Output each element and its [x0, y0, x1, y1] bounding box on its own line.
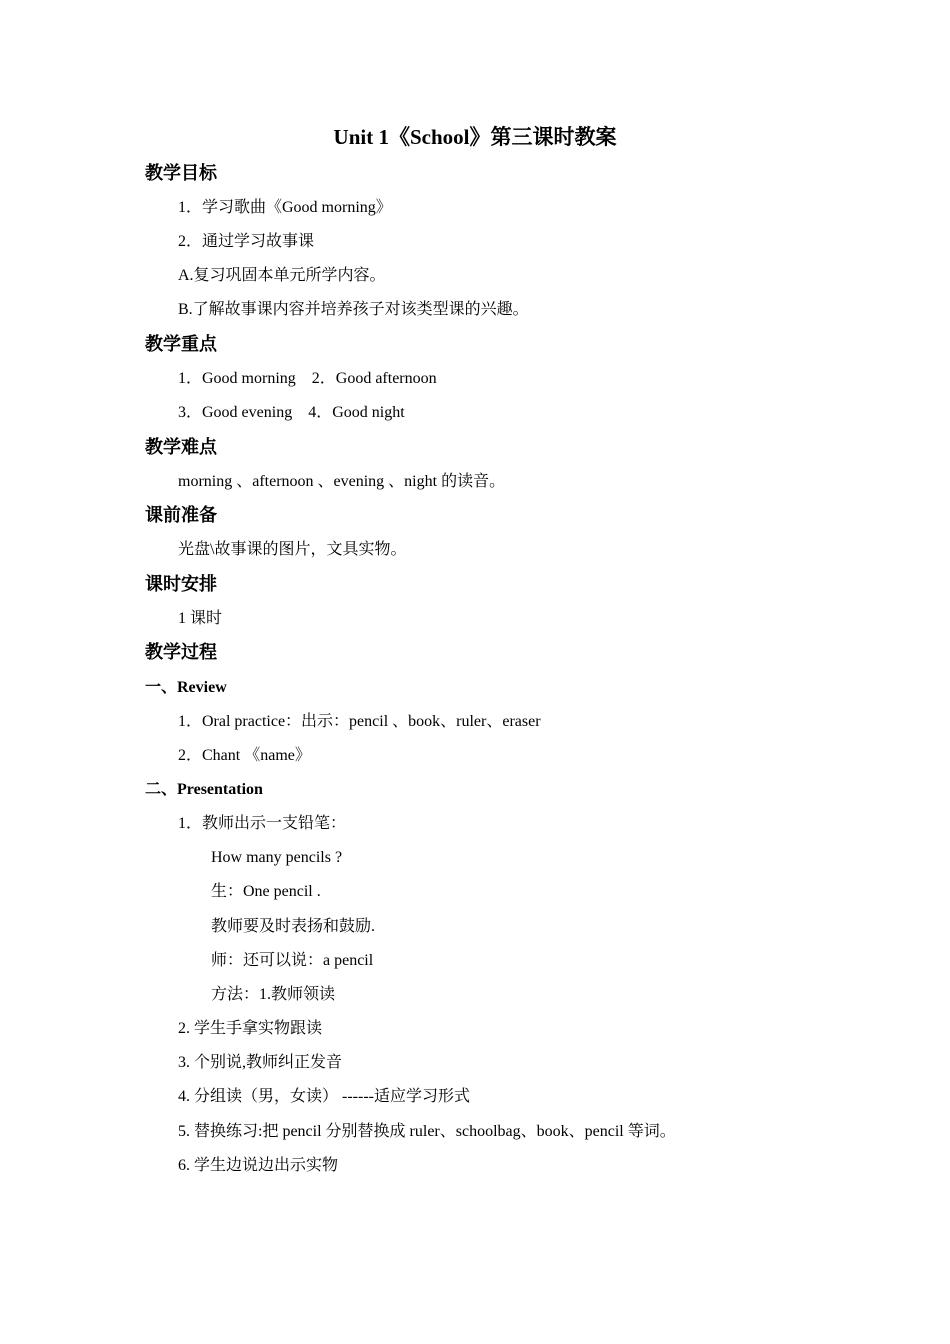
- difficulties-heading: 教学难点: [145, 437, 217, 458]
- review-item: 1．Oral practice：出示：pencil 、book、ruler、eraser: [178, 713, 541, 730]
- schedule-item: 1 课时: [178, 610, 223, 627]
- presentation-item: 5. 替换练习:把 pencil 分别替换成 ruler、schoolbag、book、pencil 等词。: [178, 1123, 676, 1140]
- presentation-sub-item: 生：One pencil .: [211, 883, 321, 900]
- document-title: Unit 1《School》第三课时教案: [333, 125, 617, 149]
- review-item: 2．Chant 《name》: [178, 747, 311, 764]
- key-point-item: 1．Good morning 2．Good afternoon: [178, 370, 437, 387]
- schedule-heading: 课时安排: [145, 574, 217, 595]
- presentation-item: 3. 个别说,教师纠正发音: [178, 1054, 343, 1071]
- presentation-sub-item: How many pencils ?: [211, 849, 343, 866]
- difficulty-item: morning 、afternoon 、evening 、night 的读音。: [178, 473, 506, 490]
- presentation-sub-item: 方法：1.教师领读: [211, 986, 336, 1003]
- key-point-item: 3．Good evening 4．Good night: [178, 404, 405, 421]
- presentation-item: 1．教师出示一支铅笔：: [178, 815, 347, 832]
- preparation-item: 光盘\故事课的图片，文具实物。: [178, 541, 407, 558]
- presentation-item: 2. 学生手拿实物跟读: [178, 1020, 323, 1037]
- review-heading: 一、Review: [145, 679, 227, 696]
- objective-item: 2．通过学习故事课: [178, 233, 315, 250]
- presentation-sub-item: 教师要及时表扬和鼓励.: [211, 918, 376, 935]
- objectives-heading: 教学目标: [145, 163, 217, 184]
- objective-item: A.复习巩固本单元所学内容。: [178, 267, 386, 284]
- process-heading: 教学过程: [145, 642, 217, 663]
- presentation-item: 6. 学生边说边出示实物: [178, 1157, 339, 1174]
- objective-item: B.了解故事课内容并培养孩子对该类型课的兴趣。: [178, 301, 529, 318]
- presentation-item: 4. 分组读（男，女读） ------适应学习形式: [178, 1088, 470, 1105]
- objective-item: 1．学习歌曲《Good morning》: [178, 199, 392, 216]
- preparation-heading: 课前准备: [145, 505, 217, 526]
- presentation-heading: 二、Presentation: [145, 781, 263, 798]
- key-points-heading: 教学重点: [145, 334, 217, 355]
- presentation-sub-item: 师：还可以说：a pencil: [211, 952, 374, 969]
